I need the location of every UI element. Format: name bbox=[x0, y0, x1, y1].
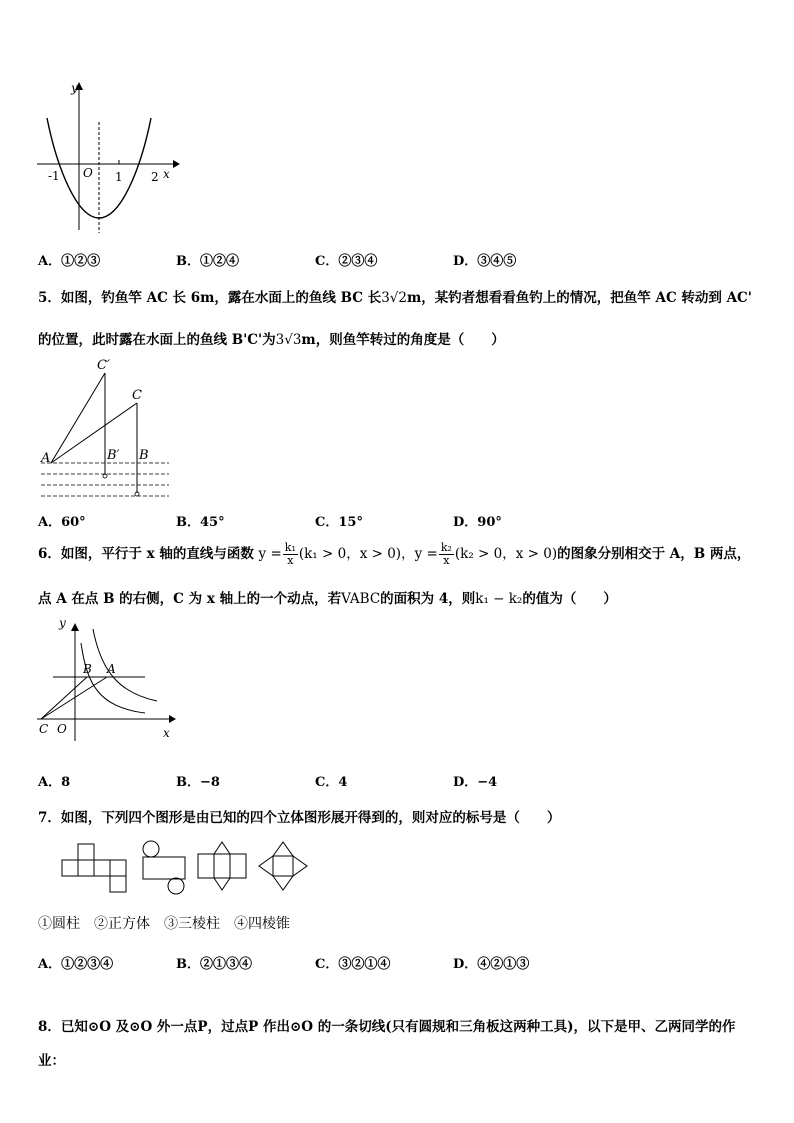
origin-label: O bbox=[83, 166, 93, 180]
q8-line2: 业： bbox=[38, 1053, 65, 1069]
q5-math-bpcp: 3√3 bbox=[275, 332, 302, 348]
label-b: B bbox=[83, 662, 92, 676]
q5-option-d[interactable]: D．90° bbox=[453, 515, 502, 530]
q6-triangle: VABC bbox=[341, 591, 381, 607]
tick-label-neg1: -1 bbox=[48, 169, 60, 183]
q5-text-2a: 的位置，此时露在水面上的鱼线 B'C'为 bbox=[38, 332, 276, 348]
q5-text-1a: 5．如图，钓鱼竿 AC 长 6m，露在水面上的鱼线 BC 长 bbox=[38, 290, 382, 306]
q6-f2-lhs: ，y = bbox=[401, 546, 438, 562]
q6-text-2b: 的面积为 4，则 bbox=[380, 591, 476, 607]
q7-option-a[interactable]: A．①②③④ bbox=[38, 957, 114, 972]
q5-option-a[interactable]: A．60° bbox=[38, 515, 86, 530]
q6-expr: k₁ − k₂ bbox=[475, 591, 523, 607]
segment-cb bbox=[41, 677, 87, 719]
y-axis-arrow bbox=[71, 623, 79, 631]
tick-label-2: 2 bbox=[151, 170, 159, 184]
q6-option-a[interactable]: A．8 bbox=[38, 775, 71, 790]
q6-text-1b: 的图象分别相交于 A，B 两点， bbox=[557, 546, 751, 562]
cylinder-net bbox=[143, 841, 185, 894]
label-a: A bbox=[107, 662, 116, 676]
q7-line1: 7．如图，下列四个图形是由已知的四个立体图形展开得到的，则对应的标号是（ ） bbox=[38, 810, 561, 826]
label-x: x bbox=[163, 726, 170, 740]
x-label: x bbox=[163, 167, 170, 181]
q4-option-c[interactable]: C．②③④ bbox=[315, 254, 378, 269]
label-c: C bbox=[132, 388, 142, 403]
rod-ac-prime bbox=[51, 373, 105, 463]
q6-f2-num: k₂ bbox=[440, 541, 452, 554]
q5-line1 bbox=[38, 286, 752, 306]
q7-caption: ①圆柱 ②正方体 ③三棱柱 ④四棱锥 bbox=[38, 916, 290, 932]
hyperbola-k2 bbox=[81, 643, 145, 713]
q4-option-d[interactable]: D．③④⑤ bbox=[453, 254, 517, 269]
label-c: C bbox=[39, 722, 49, 736]
q6-f1-cond: (k₁ > 0，x > 0) bbox=[298, 546, 402, 562]
q6-f1-lhs: y = bbox=[258, 546, 282, 562]
q7-option-d[interactable]: D．④②①③ bbox=[453, 957, 530, 972]
label-o: O bbox=[57, 722, 67, 736]
tick-label-1: 1 bbox=[115, 170, 123, 184]
q5-option-b[interactable]: B．45° bbox=[176, 515, 225, 530]
x-axis-arrow bbox=[173, 160, 180, 168]
q8-line1: 8．已知⊙O 及⊙O 外一点P，过点P 作出⊙O 的一条切线(只有圆规和三角板这两种工具)，以下是甲、乙两同学的作 bbox=[38, 1019, 736, 1035]
label-a: A bbox=[41, 451, 51, 466]
q6-f1-fraction bbox=[283, 542, 298, 567]
q4-option-b[interactable]: B．①②④ bbox=[176, 254, 239, 269]
q5-option-c[interactable]: C．15° bbox=[315, 515, 363, 530]
segment-ca bbox=[41, 677, 107, 719]
q5-math-bc: 3√2 bbox=[381, 290, 407, 306]
q6-f2-fraction bbox=[439, 542, 454, 567]
q6-f2-cond: (k₂ > 0，x > 0) bbox=[454, 546, 558, 562]
q5-line2 bbox=[38, 328, 505, 348]
q7-option-b[interactable]: B．②①③④ bbox=[176, 957, 252, 972]
q5-fishing-rod-figure bbox=[35, 355, 175, 505]
q4-parabola-figure bbox=[35, 78, 185, 238]
q5-text-1b: m，某钓者想看看鱼钓上的情况，把鱼竿 AC 转动到 AC' bbox=[406, 290, 752, 306]
cube-net bbox=[62, 844, 126, 892]
y-label: y bbox=[71, 81, 78, 95]
q6-f1-num: k₁ bbox=[284, 541, 296, 554]
q6-option-c[interactable]: C．4 bbox=[315, 775, 348, 790]
q6-text-2a: 点 A 在点 B 的右侧，C 为 x 轴上的一个动点，若 bbox=[38, 591, 342, 607]
label-b-prime: B′ bbox=[107, 448, 120, 463]
hyperbola-k1 bbox=[93, 629, 157, 701]
triangular-prism-net bbox=[198, 842, 246, 890]
square-pyramid-net bbox=[259, 842, 307, 890]
q6-option-b[interactable]: B．−8 bbox=[176, 775, 220, 790]
q6-line2 bbox=[38, 587, 617, 607]
x-axis-arrow bbox=[169, 715, 176, 723]
label-b: B bbox=[139, 448, 149, 463]
q6-text-2c: 的值为（ ） bbox=[522, 591, 617, 607]
label-y: y bbox=[59, 616, 66, 630]
q6-f2-den: x bbox=[443, 554, 450, 567]
q6-hyperbola-figure bbox=[35, 615, 185, 745]
label-c-prime: C′ bbox=[97, 358, 110, 373]
q7-option-c[interactable]: C．③②①④ bbox=[315, 957, 391, 972]
q6-text-1a: 6．如图，平行于 x 轴的直线与函数 bbox=[38, 546, 254, 562]
q4-option-a[interactable]: A．①②③ bbox=[38, 254, 101, 269]
q5-text-2b: m，则鱼竿转过的角度是（ ） bbox=[301, 332, 505, 348]
rod-ac bbox=[51, 403, 137, 463]
q6-option-d[interactable]: D．−4 bbox=[453, 775, 498, 790]
q6-f1-den: x bbox=[287, 554, 294, 567]
q7-nets-figure bbox=[58, 838, 318, 898]
q6-line1 bbox=[38, 540, 750, 568]
